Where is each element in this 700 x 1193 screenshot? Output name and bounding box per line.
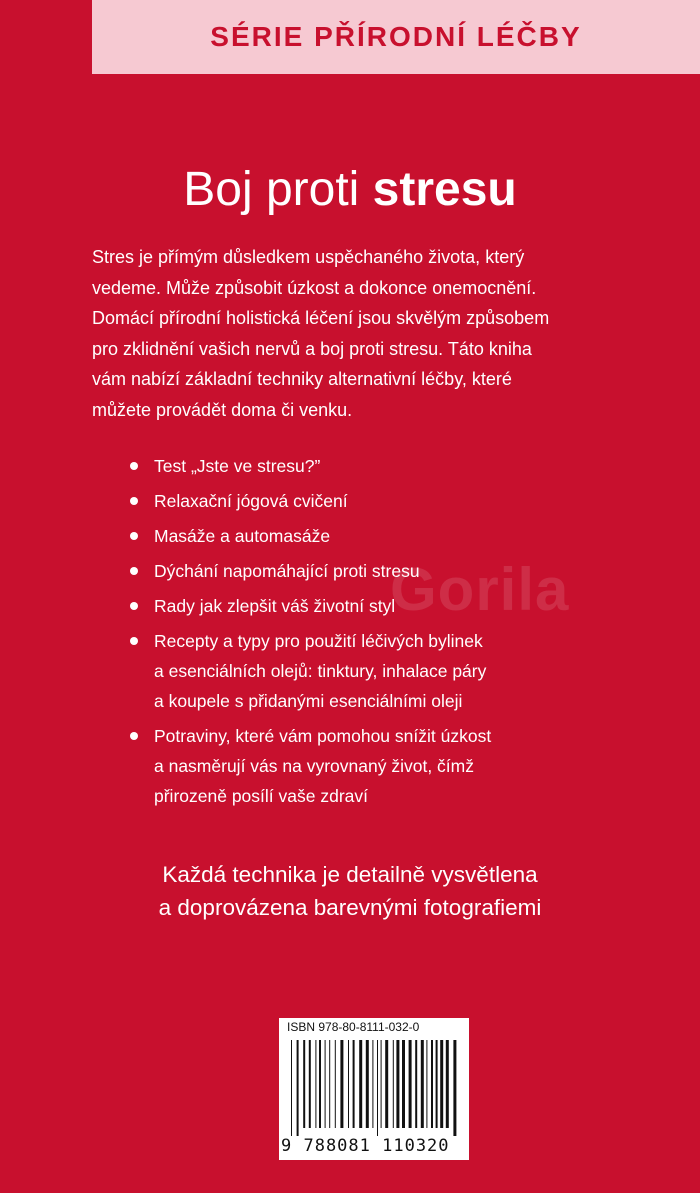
feature-item [130, 591, 650, 621]
isbn-label: ISBN 978-80-8111-032-0 [287, 1020, 420, 1034]
intro-line: vám nabízí základní techniky alternativní léčby, které [92, 369, 512, 389]
feature-text: Recepty a typy pro použití léčivých bylinek [154, 631, 483, 651]
feature-text: Test „Jste ve stresu?” [154, 456, 321, 476]
intro-line: Stres je přímým důsledkem uspěchaného života, který [92, 247, 525, 267]
bullet-icon [130, 462, 138, 470]
bullet-icon [130, 637, 138, 645]
ean-number: 9 788081 110320 [281, 1136, 450, 1156]
closing-statement [0, 858, 700, 924]
book-title-bold: stresu [372, 163, 517, 216]
feature-item [130, 521, 650, 551]
feature-item [130, 451, 650, 481]
intro-paragraph [92, 242, 632, 425]
feature-text: a koupele s přidanými esenciálními oleji [154, 691, 463, 711]
feature-text: Potraviny, které vám pomohou snížit úzkost [154, 726, 492, 746]
intro-line: Domácí přírodní holistická léčení jsou skvělým způsobem [92, 308, 550, 328]
bullet-icon [130, 497, 138, 505]
feature-item [130, 721, 650, 811]
barcode-icon [289, 1040, 461, 1136]
feature-text: přirozeně posílí vaše zdraví [154, 786, 368, 806]
book-title-regular: Boj proti [183, 163, 373, 216]
feature-item [130, 626, 650, 716]
series-title: SÉRIE PŘÍRODNÍ LÉČBY [210, 21, 582, 52]
series-banner [92, 0, 700, 74]
feature-text: a nasměrují vás na vyrovnaný život, čímž [154, 756, 474, 776]
intro-line: vedeme. Může způsobit úzkost a dokonce onemocnění. [92, 277, 537, 298]
feature-text: Masáže a automasáže [154, 526, 331, 546]
feature-list [130, 451, 650, 816]
closing-line: a doprovázena barevnými fotografiemi [158, 895, 542, 920]
closing-line: Každá technika je detailně vysvětlena [162, 862, 538, 887]
intro-line: pro zklidnění vašich nervů a boj proti stresu. Táto kniha [92, 338, 532, 359]
barcode-block [279, 1018, 469, 1160]
watermark-logo: Gorila [390, 556, 570, 623]
bullet-icon [130, 732, 138, 740]
feature-text: Rady jak zlepšit váš životní styl [154, 596, 396, 616]
feature-text: Dýchání napomáhající proti stresu [154, 561, 420, 581]
feature-text: Relaxační jógová cvičení [154, 491, 348, 511]
bullet-icon [130, 602, 138, 610]
feature-text: a esenciálních olejů: tinktury, inhalace páry [154, 661, 487, 681]
bullet-icon [130, 567, 138, 575]
bullet-icon [130, 532, 138, 540]
book-title [0, 158, 700, 222]
feature-item [130, 486, 650, 516]
intro-line: můžete provádět doma či venku. [92, 399, 353, 420]
feature-item [130, 556, 650, 586]
